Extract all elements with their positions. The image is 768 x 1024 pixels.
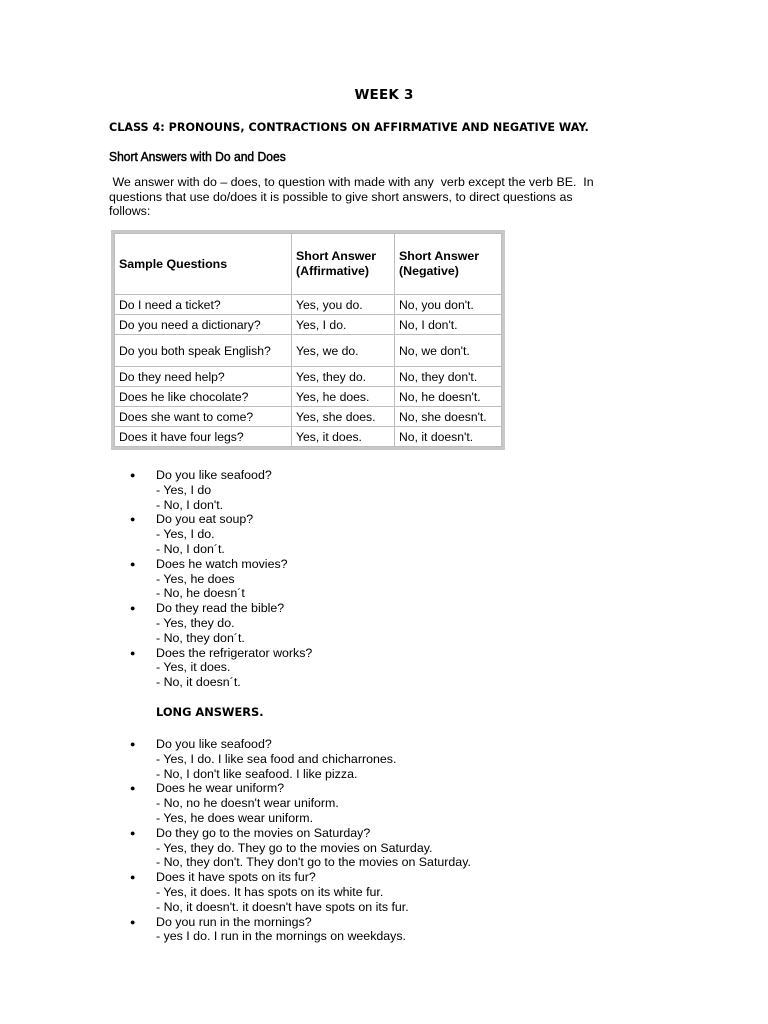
table-row — [115, 427, 502, 447]
header-affirmative — [292, 234, 395, 295]
list-item — [130, 557, 312, 601]
question-cell: Do you both speak English? — [115, 335, 292, 367]
question-text: Do you like seafood? — [156, 468, 272, 482]
answer-text: - No, they don´t. — [156, 630, 245, 645]
bullet-icon: ● — [130, 558, 136, 569]
answer-text: - No, I don't. — [156, 497, 224, 512]
answer-text: - Yes, he does wear uniform. — [156, 810, 314, 825]
question-cell: Does it have four legs? — [115, 427, 292, 447]
table-row — [115, 367, 502, 387]
header-sample-questions: Sample Questions — [115, 234, 292, 295]
header-negative-text: Short Answer (Negative) — [399, 249, 480, 278]
intro-paragraph — [109, 175, 649, 219]
bullet-icon: ● — [130, 470, 136, 480]
answer-text: - Yes, it does. It has spots on its white fur. — [156, 884, 384, 899]
bullet-icon: ● — [130, 783, 136, 794]
question-cell: Does she want to come? — [115, 407, 292, 427]
answer-text: - Yes, I do — [156, 482, 212, 497]
intro-line: We answer with do – does, to question with made with any verb except the verb BE. In — [109, 175, 594, 189]
answer-text: - No, I don't like seafood. I like pizza. — [156, 766, 358, 781]
negative-cell: No, you don't. — [395, 295, 502, 315]
bullet-icon: ● — [130, 827, 136, 838]
affirmative-cell: Yes, she does. — [292, 407, 395, 427]
affirmative-cell: Yes, it does. — [292, 427, 395, 447]
question-text: Do they read the bible? — [156, 601, 285, 616]
answer-text: - No, it doesn´t. — [156, 675, 241, 690]
week-heading: WEEK 3 — [354, 87, 414, 103]
answer-text: - yes I do. I run in the mornings on weekdays. — [156, 929, 407, 944]
intro-line: follows: — [109, 204, 151, 219]
question-text: Does he watch movies? — [156, 556, 288, 571]
question-text: Do you like seafood? — [156, 737, 272, 751]
bullet-icon: ● — [130, 739, 136, 749]
answer-text: - No, no he doesn't wear uniform. — [156, 796, 339, 811]
affirmative-cell: Yes, I do. — [292, 315, 395, 335]
negative-cell: No, he doesn't. — [395, 387, 502, 407]
list-item — [130, 915, 471, 945]
short-answers-table — [114, 233, 502, 447]
answer-text: - No, they don't. They don't go to the movies on Saturday. — [156, 855, 471, 870]
negative-cell: No, she doesn't. — [395, 407, 502, 427]
intro-line: questions that use do/does it is possible to give short answers, to direct questions as — [109, 189, 573, 204]
list-item — [130, 870, 471, 914]
table-row — [115, 335, 502, 367]
question-text: Do you eat soup? — [156, 512, 254, 527]
answer-text: - No, he doesn´t — [156, 586, 245, 601]
answer-text: - Yes, I do. I like sea food and chicharrones. — [156, 751, 397, 766]
list-item — [130, 601, 312, 645]
question-text: Does he wear uniform? — [156, 781, 285, 796]
negative-cell: No, I don't. — [395, 315, 502, 335]
short-answers-list — [130, 468, 312, 690]
list-item — [130, 468, 312, 512]
question-text: Does the refrigerator works? — [156, 645, 313, 660]
bullet-icon: ● — [130, 603, 136, 614]
table-row — [115, 295, 502, 315]
table-row — [115, 407, 502, 427]
affirmative-cell: Yes, they do. — [292, 367, 395, 387]
answer-text: - No, it doesn't. it doesn't have spots on its fur. — [156, 899, 409, 914]
table-row — [115, 387, 502, 407]
long-answers-heading: LONG ANSWERS. — [156, 705, 264, 719]
question-text: Do you run in the mornings? — [156, 914, 312, 929]
answer-text: - Yes, he does — [156, 571, 235, 586]
class-title: CLASS 4: PRONOUNS, CONTRACTIONS ON AFFIRMATIVE AND NEGATIVE WAY. — [109, 121, 589, 134]
short-answers-table-frame — [111, 230, 505, 450]
bullet-icon: ● — [130, 916, 136, 927]
answer-text: - Yes, it does. — [156, 660, 231, 675]
answer-text: - Yes, they do. They go to the movies on Saturday. — [156, 840, 433, 855]
section-subtitle: Short Answers with Do and Does — [109, 149, 286, 164]
negative-cell: No, it doesn't. — [395, 427, 502, 447]
list-item — [130, 737, 471, 781]
question-cell: Do I need a ticket? — [115, 295, 292, 315]
header-affirmative-text: Short Answer (Affirmative) — [296, 249, 377, 278]
list-item — [130, 826, 471, 870]
answer-text: - No, I don´t. — [156, 541, 225, 556]
affirmative-cell: Yes, we do. — [292, 335, 395, 367]
question-cell: Do they need help? — [115, 367, 292, 387]
list-item — [130, 781, 471, 825]
list-item — [130, 646, 312, 690]
table-header-row — [115, 234, 502, 295]
negative-cell: No, they don't. — [395, 367, 502, 387]
question-text: Does it have spots on its fur? — [156, 870, 316, 885]
question-cell: Does he like chocolate? — [115, 387, 292, 407]
answer-text: - Yes, I do. — [156, 527, 215, 542]
bullet-icon: ● — [130, 872, 136, 883]
table-body — [115, 295, 502, 447]
affirmative-cell: Yes, you do. — [292, 295, 395, 315]
negative-cell: No, we don't. — [395, 335, 502, 367]
bullet-icon: ● — [130, 647, 136, 658]
answer-text: - Yes, they do. — [156, 615, 235, 630]
header-negative — [395, 234, 502, 295]
list-item — [130, 512, 312, 556]
table-row — [115, 315, 502, 335]
question-cell: Do you need a dictionary? — [115, 315, 292, 335]
affirmative-cell: Yes, he does. — [292, 387, 395, 407]
bullet-icon: ● — [130, 514, 136, 525]
long-answers-list — [130, 737, 471, 944]
question-text: Do they go to the movies on Saturday? — [156, 825, 371, 840]
